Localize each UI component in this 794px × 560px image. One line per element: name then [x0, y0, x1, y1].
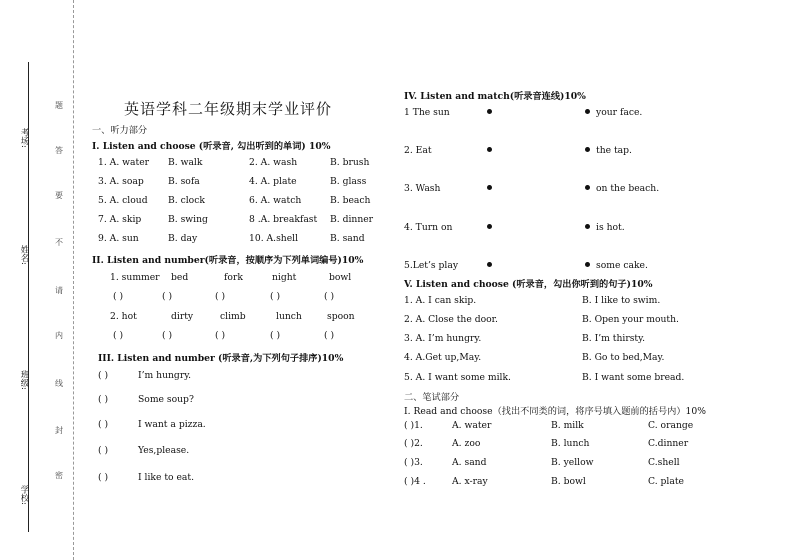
- written1-heading: I. Read and choose（找出不同类的词，将序号填入题前的括号内）10%: [404, 406, 706, 417]
- option-a[interactable]: 3. A. I’m hungry.: [404, 333, 482, 344]
- s2-word: climb: [220, 311, 246, 322]
- binding-cut-line: [73, 0, 74, 560]
- s2-word: 2. hot: [110, 311, 137, 322]
- section4-heading: IV. Listen and match(听录音连线)10%: [404, 91, 586, 102]
- answer-blank[interactable]: ( )3.: [404, 457, 423, 468]
- choice: A. zoo: [452, 438, 481, 449]
- s1-cell: 9. A. sun: [98, 233, 139, 244]
- choice: A. water: [452, 420, 492, 431]
- s1-cell: B. brush: [330, 157, 370, 168]
- sentence: Yes,please.: [138, 445, 190, 456]
- sentence: I want a pizza.: [138, 419, 206, 430]
- match-left: 4. Turn on: [404, 222, 453, 233]
- choice: A. x-ray: [452, 476, 488, 487]
- answer-blank[interactable]: ( ): [270, 330, 281, 341]
- answer-blank[interactable]: ( ): [324, 330, 335, 341]
- exam-room-label: 考场:: [19, 128, 29, 148]
- answer-blank[interactable]: ( ): [113, 330, 124, 341]
- option-b[interactable]: B. Go to bed,May.: [582, 352, 665, 363]
- seal-char: 封: [55, 426, 63, 435]
- sentence: I’m hungry.: [138, 370, 192, 381]
- part2-heading: 二、笔试部分: [404, 392, 460, 403]
- s1-cell: 6. A. watch: [249, 195, 302, 206]
- match-right: your face.: [596, 107, 643, 118]
- match-left: 2. Eat: [404, 145, 432, 156]
- s1-cell: 4. A. plate: [249, 176, 297, 187]
- s1-cell: B. glass: [330, 176, 367, 187]
- seal-char: 不: [55, 238, 63, 247]
- s2-word: night: [272, 272, 297, 283]
- option-b[interactable]: B. I want some bread.: [582, 372, 685, 383]
- match-right: the tap.: [596, 145, 632, 156]
- s2-word: fork: [224, 272, 243, 283]
- seal-char: 答: [55, 146, 63, 155]
- option-b[interactable]: B. Open your mouth.: [582, 314, 679, 325]
- answer-blank[interactable]: ( ): [270, 291, 281, 302]
- seal-char: 请: [55, 286, 63, 295]
- choice: B. bowl: [551, 476, 586, 487]
- choice: A. sand: [452, 457, 487, 468]
- answer-blank[interactable]: ( ): [162, 291, 173, 302]
- s1-cell: 3. A. soap: [98, 176, 144, 187]
- answer-blank[interactable]: ( ): [98, 445, 109, 456]
- choice: B. lunch: [551, 438, 590, 449]
- sentence: Some soup?: [138, 394, 194, 405]
- class-label: 班级:: [19, 370, 29, 390]
- section5-heading: V. Listen and choose (听录音，勾出你听到的句子)10%: [404, 279, 653, 290]
- page-title: 英语学科二年级期末学业评价: [124, 100, 333, 118]
- part1-heading: 一、听力部分: [92, 125, 148, 136]
- option-b[interactable]: B. I’m thirsty.: [582, 333, 646, 344]
- match-dot[interactable]: [585, 109, 590, 114]
- choice: C. plate: [648, 476, 684, 487]
- section2-heading: II. Listen and number(听录音，按顺序为下列单词编号)10%: [92, 255, 364, 266]
- match-dot[interactable]: [585, 185, 590, 190]
- answer-blank[interactable]: ( ): [215, 330, 226, 341]
- seal-char: 线: [55, 379, 63, 388]
- s2-word: bowl: [329, 272, 352, 283]
- answer-blank[interactable]: ( )2.: [404, 438, 423, 449]
- sentence: I like to eat.: [138, 472, 195, 483]
- match-dot[interactable]: [585, 224, 590, 229]
- answer-blank[interactable]: ( ): [162, 330, 173, 341]
- s1-cell: 7. A. skip: [98, 214, 142, 225]
- match-right: some cake.: [596, 260, 648, 271]
- match-dot[interactable]: [487, 147, 492, 152]
- match-dot[interactable]: [487, 185, 492, 190]
- match-dot[interactable]: [487, 224, 492, 229]
- seal-char: 题: [55, 101, 63, 110]
- section3-heading: III. Listen and number (听录音,为下列句子排序)10%: [98, 353, 344, 364]
- seal-char: 密: [55, 471, 63, 480]
- match-dot[interactable]: [487, 109, 492, 114]
- s1-cell: B. walk: [168, 157, 203, 168]
- s1-cell: 10. A.shell: [249, 233, 299, 244]
- choice: B. milk: [551, 420, 584, 431]
- match-right: on the beach.: [596, 183, 660, 194]
- s1-cell: 2. A. wash: [249, 157, 298, 168]
- answer-blank[interactable]: ( ): [98, 419, 109, 430]
- match-right: is hot.: [596, 222, 625, 233]
- s2-word: dirty: [171, 311, 194, 322]
- match-left: 1 The sun: [404, 107, 450, 118]
- s2-word: bed: [171, 272, 189, 283]
- s1-cell: B. sofa: [168, 176, 200, 187]
- answer-blank[interactable]: ( ): [324, 291, 335, 302]
- seal-char: 要: [55, 191, 63, 200]
- s2-word: 1. summer: [110, 272, 160, 283]
- choice: C.dinner: [648, 438, 689, 449]
- answer-blank[interactable]: ( ): [98, 370, 109, 381]
- match-left: 3. Wash: [404, 183, 441, 194]
- s1-cell: 1. A. water: [98, 157, 150, 168]
- answer-blank[interactable]: ( ): [215, 291, 226, 302]
- option-a[interactable]: 4. A.Get up,May.: [404, 352, 482, 363]
- s2-word: lunch: [276, 311, 302, 322]
- match-dot[interactable]: [487, 262, 492, 267]
- section1-heading: I. Listen and choose (听录音, 勾出听到的单词) 10%: [92, 141, 331, 152]
- s1-cell: B. day: [168, 233, 198, 244]
- match-left: 5.Let’s play: [404, 260, 459, 271]
- match-dot[interactable]: [585, 262, 590, 267]
- match-dot[interactable]: [585, 147, 590, 152]
- school-label: 学校:: [19, 485, 29, 505]
- seal-char: 内: [55, 331, 63, 340]
- s2-word: spoon: [327, 311, 355, 322]
- s1-cell: 8 .A. breakfast: [249, 214, 318, 225]
- s1-cell: B. beach: [330, 195, 371, 206]
- choice: C. orange: [648, 420, 694, 431]
- s1-cell: 5. A. cloud: [98, 195, 148, 206]
- option-a[interactable]: 5. A. I want some milk.: [404, 372, 511, 383]
- answer-blank[interactable]: ( ): [113, 291, 124, 302]
- s1-cell: B. clock: [168, 195, 205, 206]
- choice: C.shell: [648, 457, 680, 468]
- option-a[interactable]: 2. A. Close the door.: [404, 314, 498, 325]
- answer-blank[interactable]: ( ): [98, 394, 109, 405]
- answer-blank[interactable]: ( ): [98, 472, 109, 483]
- choice: B. yellow: [551, 457, 594, 468]
- answer-blank[interactable]: ( )1.: [404, 420, 423, 431]
- name-label: 姓名:: [19, 245, 29, 265]
- option-b[interactable]: B. I like to swim.: [582, 295, 661, 306]
- option-a[interactable]: 1. A. I can skip.: [404, 295, 477, 306]
- s1-cell: B. swing: [168, 214, 208, 225]
- s1-cell: B. sand: [330, 233, 365, 244]
- s1-cell: B. dinner: [330, 214, 374, 225]
- answer-blank[interactable]: ( )4 .: [404, 476, 426, 487]
